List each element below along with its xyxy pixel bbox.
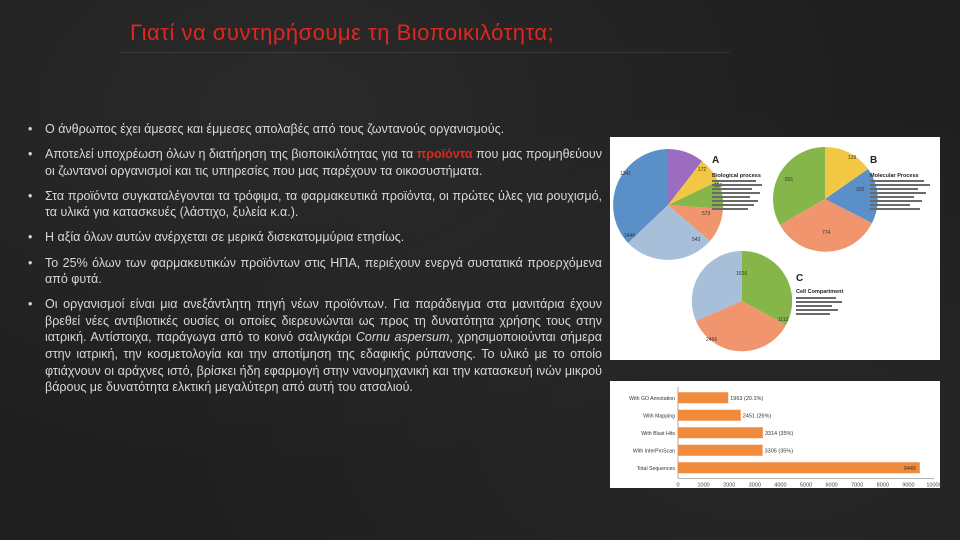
bar-value-label: 2451 (26%): [742, 413, 772, 420]
pie-c: [692, 251, 844, 351]
bullet-item: • Οι οργανισμοί είναι μια ανεξάντλητη πηγή νέων προϊόντων. Για παράδειγμα στα μανιτάρια έχουν βρεθεί νέες αντιβιοτικές ουσίες οι οποίες διερευνώνται ως προς τη δυνατότητα χρήσης τους στην ιατρική. Αντίστοιχα, παράγωγα από το κοινό σαλιγκάρι Cornu aspersum, χρησιμοποιούνται σήμερα στην ιατρική, την κοσμετολογία και την αποτίμηση της εδαφικής ρύπανσης. Το υλικό με το οποίο φτιάχνουν οι αράχνες ιστό, βρίσκει ήδη εφαρμογή στην νανομηχανική και την κατασκευή ινών μικρού βάρους με δυνατότητα ελκτική μεγαλύτερη από αυτή του ατσαλιού.: [28, 296, 602, 396]
pie-c-title: Cell Compartment: [796, 289, 844, 295]
pie-a-label: 1446: [624, 233, 636, 239]
bar-x-tick-label: 3000: [748, 482, 761, 489]
pie-b-label: 139: [848, 155, 857, 161]
bar-x-tick-label: 5000: [799, 482, 813, 489]
bullet-list: [28, 121, 602, 404]
pie-b-label: 831: [785, 177, 794, 183]
bar-x-tick-label: 0: [676, 482, 680, 489]
bar-value-label: 3314 (35%): [764, 430, 794, 437]
bar-x-tick-label: 1000: [697, 482, 710, 489]
bullet-item: • Ο άνθρωπος έχει άμεσες και έμμεσες απολαβές από τους ζωντανούς οργανισμούς.: [28, 121, 602, 138]
bar: [678, 445, 763, 456]
pie-b-letter: B: [870, 155, 878, 166]
pie-c-legend: [796, 297, 842, 315]
bullet-item: • Η αξία όλων αυτών ανέρχεται σε μερικά δισεκατομμύρια ετησίως.: [28, 229, 602, 246]
bar-x-tick-label: 8000: [876, 482, 889, 489]
pie-b-title: Molecular Process: [870, 173, 919, 179]
pie-a-letter: A: [712, 155, 720, 166]
pie-a-label: 543: [692, 237, 701, 243]
bar-category-label: With GO Annotation: [629, 395, 675, 402]
bar: [678, 410, 741, 421]
bullet-item: • Το 25% όλων των φαρμακευτικών προϊόντων στις ΗΠΑ, περιέχουν ενεργά συστατικά προερχόμενα από φυτά.: [28, 255, 602, 288]
pie-b: [773, 147, 930, 252]
bar-x-tick-label: 4000: [774, 482, 787, 489]
annotation-bar-chart: [610, 381, 940, 488]
bar-x-tick-label: 2000: [723, 482, 736, 489]
bullet-item: • Στα προϊόντα συγκαταλέγονται τα τρόφιμα, τα φαρμακευτικά προϊόντα, οι πρώτες ύλες για ρουχισμό, τα υλικά για κατασκευές (λάστιχο, ξυλεία κ.α.).: [28, 188, 602, 221]
bar: [678, 462, 920, 473]
bar: [678, 427, 763, 438]
bar-category-label: With Mapping: [643, 413, 675, 420]
pie-b-label: 774: [822, 230, 831, 236]
bar-x-tick-label: 7000: [851, 482, 864, 489]
pie-c-letter: C: [796, 273, 804, 284]
bar-category-label: With Blast Hits: [641, 430, 675, 437]
pie-a-label: 172: [698, 167, 707, 173]
bar-x-tick-label: 6000: [825, 482, 838, 489]
pie-figure-svg: [610, 137, 940, 360]
highlight-word: προϊόντα: [416, 147, 473, 162]
bar-category-label: With InterProScan: [632, 448, 675, 455]
pie-c-label: 1526: [736, 271, 748, 277]
bar-value-label: 3305 (35%): [764, 448, 794, 455]
pie-a-title: Biological process: [712, 173, 761, 179]
title-divider: [120, 52, 730, 53]
bar-value-label: 1963 (20.1%): [730, 395, 764, 402]
pie-c-label: 1112: [778, 317, 789, 323]
pie-b-legend: [870, 180, 930, 210]
pie-a-label: 573: [702, 211, 711, 217]
pie-c-label: 2466: [706, 337, 718, 343]
pie-a: [613, 149, 762, 260]
bar-chart-svg: [610, 381, 940, 488]
slide-title: Γιατί να συντηρήσουμε τη Βιοποικιλότητα;: [130, 20, 555, 45]
go-pie-figure: [610, 137, 940, 360]
species-name: Cornu aspersum: [355, 330, 450, 345]
bullet-item: • Αποτελεί υποχρέωση όλων η διατήρηση της βιοποικιλότητας για τα προϊόντα που μας προμηθεύουν οι ζωντανοί οργανισμοί και τις υπηρεσίες που μας παρέχουν τα οικοσυστήματα.: [28, 146, 602, 179]
bar-category-label: Total Sequences: [636, 465, 675, 472]
bar-x-tick-label: 9000: [902, 482, 915, 489]
pie-b-label: 320: [856, 187, 865, 193]
bar: [678, 392, 728, 403]
pie-a-label: 1341: [620, 171, 632, 177]
bar-x-tick-label: 10000: [926, 482, 942, 489]
bar-value-label: 9445: [903, 465, 917, 472]
